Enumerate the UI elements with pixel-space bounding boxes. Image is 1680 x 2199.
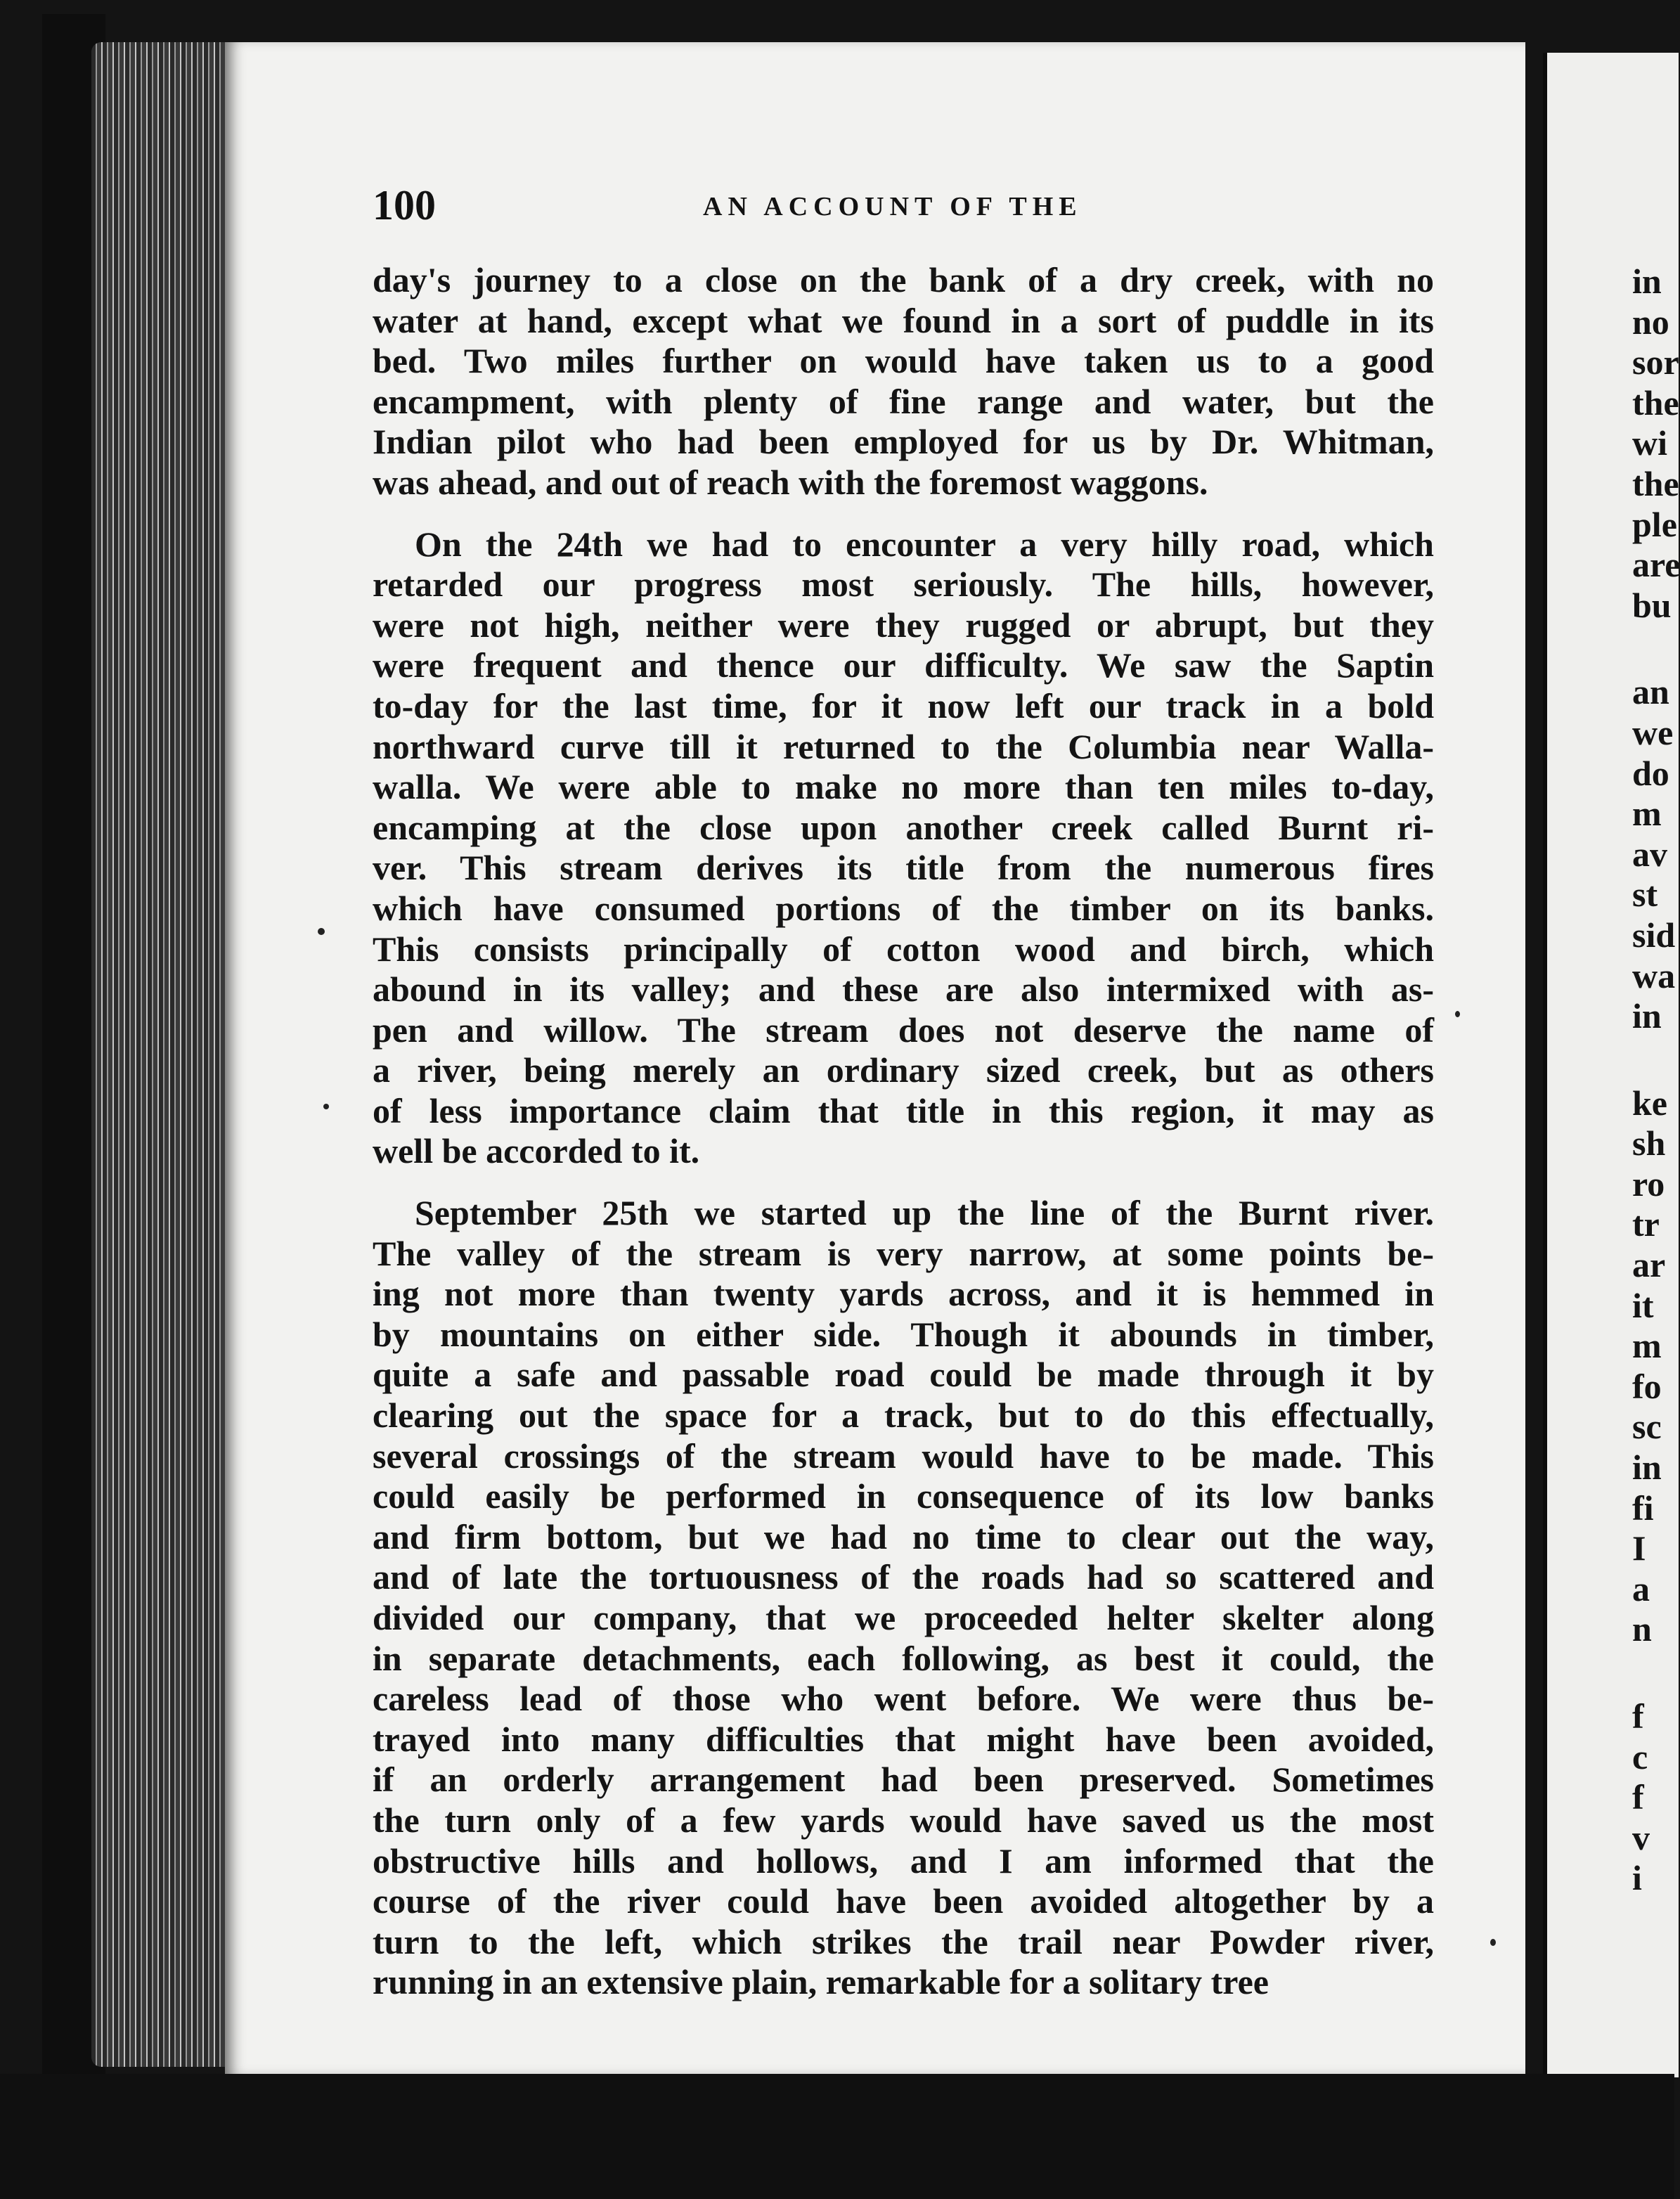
text-line: well be accorded to it. [373, 1131, 700, 1171]
text-line: a river, being merely an ordinary sized creek, but as others [373, 1050, 1434, 1090]
facing-page-fragment: a [1632, 1568, 1650, 1608]
text-line: could easily be performed in consequence of its low banks [373, 1476, 1434, 1516]
text-line: of less importance claim that title in this region, it may as [373, 1090, 1434, 1130]
facing-page-fragment: do [1632, 753, 1669, 793]
facing-page-fragment: sor [1632, 342, 1679, 382]
text-line: retarded our progress most seriously. The hills, however, [373, 565, 1434, 605]
facing-page-fragment: sh [1632, 1123, 1666, 1163]
text-line: encamping at the close upon another creek called Burnt ri- [373, 807, 1434, 847]
text-line: which have consumed portions of the timber on its banks. [373, 888, 1434, 928]
print-speck [323, 1104, 329, 1109]
body-text [373, 260, 1434, 2003]
facing-page-fragment: sid [1632, 915, 1676, 955]
text-line: several crossings of the stream would have to be made. This [373, 1436, 1434, 1476]
facing-page-text-fragments [1632, 262, 1680, 1899]
text-line: running in an extensive plain, remarkable for a solitary tree [373, 1962, 1269, 2002]
facing-page-fragment: ple [1632, 504, 1677, 544]
text-line: were frequent and thence our difficulty. We saw the Saptin [373, 645, 1434, 685]
text-line: clearing out the space for a track, but to do this effectually, [373, 1395, 1434, 1436]
facing-page-fragment: an [1632, 672, 1669, 712]
facing-page-fragment: c [1632, 1736, 1648, 1776]
text-line: in separate detachments, each following, as best it could, the [373, 1638, 1434, 1678]
facing-page-fragment: m [1632, 1326, 1662, 1366]
paragraph [373, 1193, 1434, 2003]
text-line: Indian pilot who had been employed for us by Dr. Whitman, [373, 422, 1434, 462]
text-line: September 25th we started up the line of the Burnt river. [415, 1193, 1434, 1233]
text-line: were not high, neither were they rugged or abrupt, but they [373, 605, 1434, 645]
text-line: ver. This stream derives its title from the numerous fires [373, 848, 1434, 888]
text-line: ing not more than twenty yards across, and it is hemmed in [373, 1274, 1434, 1314]
print-speck [1490, 1939, 1496, 1946]
paragraph [373, 260, 1434, 503]
print-speck [1455, 1011, 1460, 1017]
text-line: water at hand, except what we found in a sort of puddle in its [373, 300, 1434, 340]
facing-page-fragment: wa [1632, 955, 1676, 995]
facing-page-fragment: in [1632, 262, 1662, 301]
text-line: course of the river could have been avoided altogether by a [373, 1881, 1434, 1921]
text-line: turn to the left, which strikes the trail near Powder river, [373, 1921, 1434, 1961]
facing-page-fragment: m [1632, 794, 1662, 834]
page-stack-edge [91, 42, 239, 2067]
text-line: the turn only of a few yards would have saved us the most [373, 1800, 1434, 1840]
running-head [373, 181, 1448, 238]
text-line: On the 24th we had to encounter a very hilly road, which [415, 524, 1434, 564]
page-number: 100 [373, 182, 436, 228]
facing-page-fragment: ke [1632, 1083, 1667, 1123]
paragraph [373, 524, 1434, 1173]
text-line: northward curve till it returned to the Columbia near Walla- [373, 726, 1434, 766]
text-line: careless lead of those who went before. We were thus be- [373, 1679, 1434, 1719]
facing-page-fragment: bu [1632, 585, 1672, 625]
facing-page-fragment: av [1632, 834, 1667, 874]
text-line: encampment, with plenty of fine range and water, but the [373, 381, 1434, 421]
text-line: walla. We were able to make no more than ten miles to-day, [373, 767, 1434, 807]
facing-page-fragment: st [1632, 875, 1658, 915]
text-line: was ahead, and out of reach with the foremost waggons. [373, 462, 1208, 502]
facing-page-fragment: fi [1632, 1488, 1654, 1528]
facing-page-fragment: f [1632, 1777, 1644, 1817]
text-line: quite a safe and passable road could be made through it by [373, 1355, 1434, 1395]
facing-page-fragment: f [1632, 1696, 1644, 1736]
facing-page-fragment: we [1632, 712, 1674, 752]
facing-page-fragment: I [1632, 1528, 1646, 1568]
running-title: AN ACCOUNT OF THE [703, 192, 1083, 221]
facing-page-fragment: it [1632, 1285, 1654, 1325]
facing-page-fragment: ar [1632, 1245, 1666, 1285]
facing-page-fragment: in [1632, 1447, 1662, 1488]
text-line: and of late the tortuousness of the roads had so scattered and [373, 1557, 1434, 1597]
facing-page-fragment: fo [1632, 1366, 1662, 1406]
text-line: day's journey to a close on the bank of a dry creek, with no [373, 260, 1434, 299]
facing-page-fragment: in [1632, 996, 1662, 1036]
facing-page-fragment: v [1632, 1817, 1650, 1857]
text-line: to-day for the last time, for it now left our track in a bold [373, 685, 1434, 726]
facing-page-fragment: n [1632, 1609, 1652, 1649]
facing-page-fragment: are [1632, 545, 1680, 585]
facing-page-fragment: i [1632, 1858, 1642, 1898]
text-line: bed. Two miles further on would have taken us to a good [373, 341, 1434, 381]
text-line: and firm bottom, but we had no time to clear out the way, [373, 1516, 1434, 1556]
text-line: pen and willow. The stream does not deserve the name of [373, 1010, 1434, 1050]
text-line: divided our company, that we proceeded helter skelter along [373, 1598, 1434, 1637]
text-line: trayed into many difficulties that might have been avoided, [373, 1719, 1434, 1759]
facing-page-fragment: tr [1632, 1204, 1660, 1244]
text-line: The valley of the stream is very narrow, at some points be- [373, 1233, 1434, 1273]
text-line: by mountains on either side. Though it abounds in timber, [373, 1314, 1434, 1354]
facing-page-fragment: sc [1632, 1407, 1662, 1447]
facing-page-fragment: wi [1632, 423, 1667, 463]
print-speck [318, 928, 325, 935]
facing-page-fragment: no [1632, 302, 1669, 342]
facing-page-fragment: ro [1632, 1163, 1665, 1204]
bottom-shadow [0, 2074, 1674, 2199]
facing-page-fragment: the [1632, 463, 1679, 503]
text-line: obstructive hills and hollows, and I am informed that the [373, 1840, 1434, 1881]
text-line: abound in its valley; and these are also intermixed with as- [373, 969, 1434, 1010]
text-line: if an orderly arrangement had been preserved. Sometimes [373, 1760, 1434, 1800]
text-line: This consists principally of cotton wood and birch, which [373, 929, 1434, 969]
facing-page-fragment: the [1632, 382, 1679, 423]
